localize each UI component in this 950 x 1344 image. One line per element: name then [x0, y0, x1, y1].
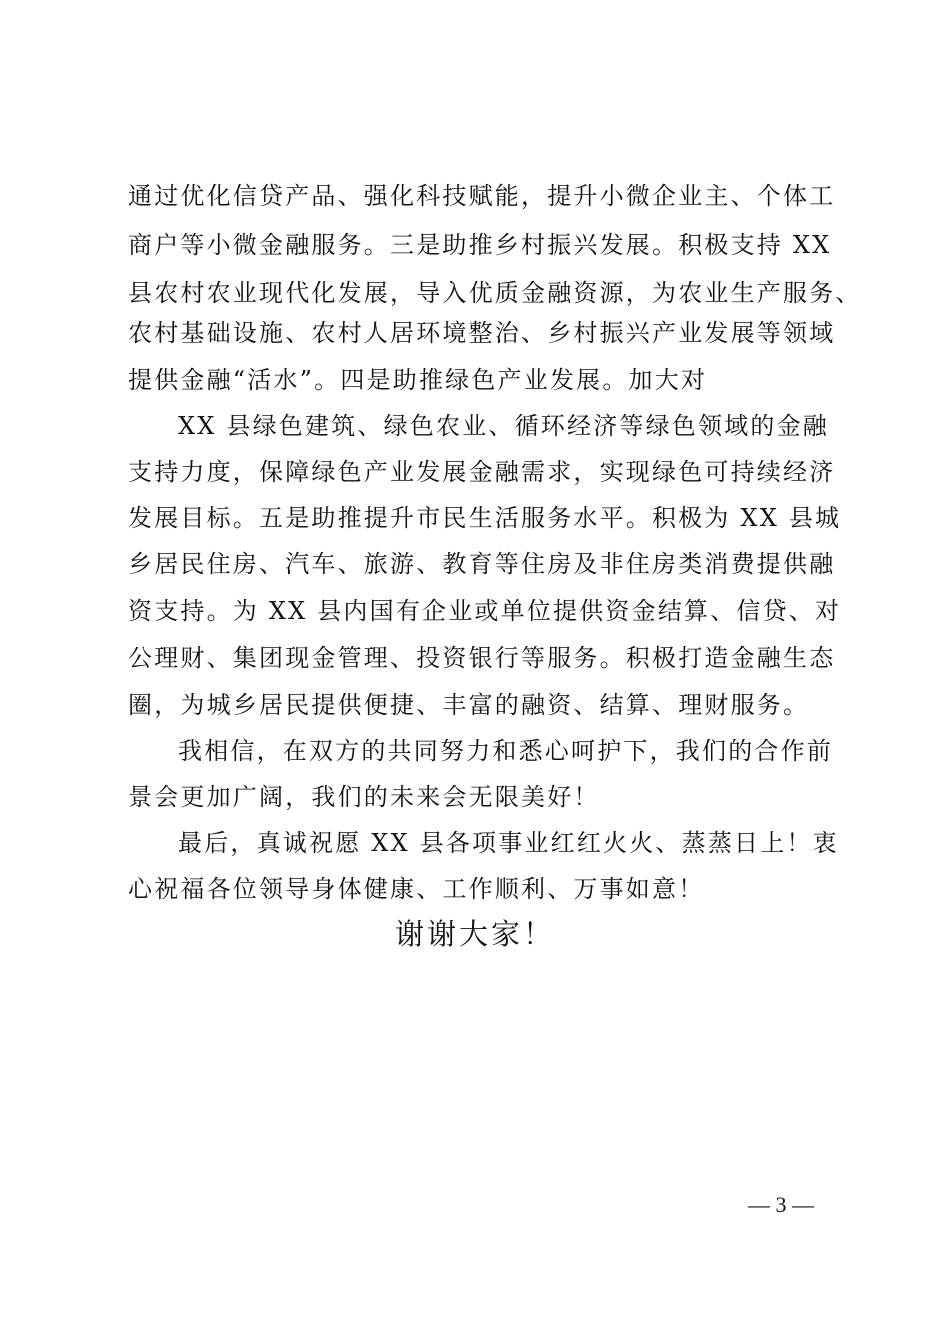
page-number: — 3 —	[748, 1192, 814, 1217]
text-line: 发展目标。五是助推提升市民生活服务水平。积极为 XX 县城	[128, 504, 842, 532]
text-line: 通过优化信贷产品、强化科技赋能，提升小微企业主、个体工	[128, 182, 836, 210]
text-line: 心祝福各位领导身体健康、工作顺利、万事如意！	[128, 875, 705, 903]
text-line: 公理财、集团现金管理、投资银行等服务。积极打造金融生态	[128, 644, 836, 672]
text-line: XX 县绿色建筑、绿色农业、循环经济等绿色领域的金融	[178, 412, 829, 440]
text-line: 支持力度，保障绿色产业发展金融需求，实现绿色可持续经济	[128, 458, 836, 486]
text-line: 资支持。为 XX 县内国有企业或单位提供资金结算、信贷、对	[128, 597, 842, 625]
text-line: 农村基础设施、农村人居环境整治、乡村振兴产业发展等领域	[128, 319, 836, 347]
text-line: 我相信，在双方的共同努力和悉心呵护下，我们的合作前	[178, 737, 833, 765]
text-line: 最后，真诚祝愿 XX 县各项事业红红火火、蒸蒸日上！衷	[178, 829, 839, 857]
text-line: 乡居民住房、汽车、旅游、教育等住房及非住房类消费提供融	[128, 550, 836, 578]
text-line: 提供金融“活水”。四是助推绿色产业发展。加大对	[128, 366, 708, 394]
text-line: 县农村农业现代化发展，导入优质金融资源，为农业生产服务、	[128, 279, 862, 307]
text-line: 圈，为城乡居民提供便捷、丰富的融资、结算、理财服务。	[128, 691, 810, 719]
text-line: 景会更加广阔，我们的未来会无限美好！	[128, 783, 600, 811]
text-line: 商户等小微金融服务。三是助推乡村振兴发展。积极支持 XX	[128, 231, 832, 259]
closing-thanks: 谢谢大家！	[394, 917, 555, 951]
